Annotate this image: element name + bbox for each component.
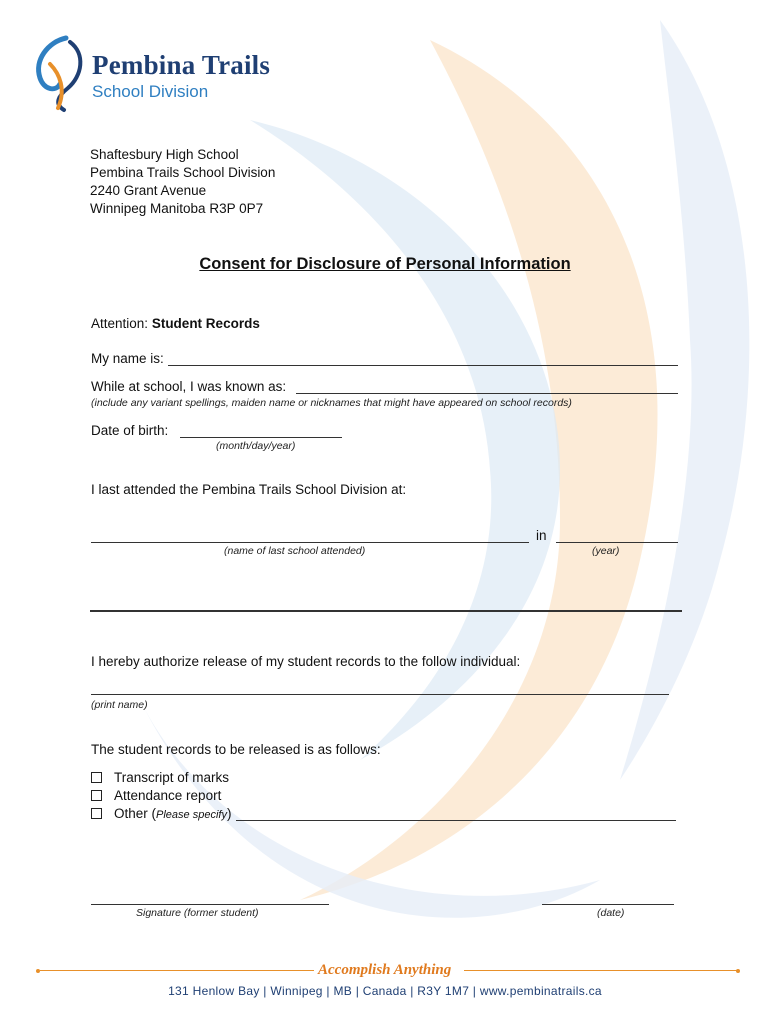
brand-name: Pembina Trails xyxy=(92,50,271,80)
date-input-line[interactable] xyxy=(542,904,674,905)
checklist-label-transcript: Transcript of marks xyxy=(114,770,230,785)
known-as-note: (include any variant spellings, maiden name or nicknames that might have appeared on school records) xyxy=(91,397,572,409)
date-note: (date) xyxy=(597,907,625,919)
dob-label: Date of birth: xyxy=(91,423,169,438)
checklist-label-other: Other ( xyxy=(114,806,157,821)
checkbox-other[interactable] xyxy=(91,808,102,819)
document-title: Consent for Disclosure of Personal Information xyxy=(199,255,571,273)
signature-input-line[interactable] xyxy=(91,904,329,905)
address-line-school: Shaftesbury High School xyxy=(90,147,239,162)
dob-note: (month/day/year) xyxy=(216,440,296,452)
footer-tagline: Accomplish Anything xyxy=(318,962,452,978)
school-input-line[interactable] xyxy=(91,542,529,543)
checklist-label-attendance: Attendance report xyxy=(114,788,222,803)
known-as-label: While at school, I was known as: xyxy=(91,379,287,394)
year-input-line[interactable] xyxy=(556,542,678,543)
in-label: in xyxy=(536,528,547,543)
footer-right-dot xyxy=(736,969,740,973)
name-label: My name is: xyxy=(91,351,164,366)
dob-input-line[interactable] xyxy=(180,437,342,438)
authorize-text: I hereby authorize release of my student records to the follow individual: xyxy=(91,654,521,669)
records-text: The student records to be released is as follows: xyxy=(91,742,381,757)
address-line-division: Pembina Trails School Division xyxy=(90,165,276,180)
print-name-input-line[interactable] xyxy=(91,694,669,695)
known-as-input-line[interactable] xyxy=(296,393,678,394)
other-specify-input-line[interactable] xyxy=(236,820,676,821)
name-input-line[interactable] xyxy=(168,365,678,366)
school-note: (name of last school attended) xyxy=(224,545,366,557)
print-name-note: (print name) xyxy=(91,699,148,711)
address-line-city: Winnipeg Manitoba R3P 0P7 xyxy=(90,201,264,216)
checklist-item-attendance[interactable] xyxy=(91,788,221,803)
pembina-trails-logo-icon xyxy=(30,34,86,114)
footer-right-line xyxy=(464,970,738,971)
attention-line xyxy=(91,316,260,331)
attention-value: Student Records xyxy=(151,316,260,331)
checklist-other-note: Please specify xyxy=(156,809,227,821)
footer-address: 131 Henlow Bay | Winnipeg | MB | Canada | R3Y 1M7 | www.pembinatrails.ca xyxy=(168,984,602,998)
checklist-item-transcript[interactable] xyxy=(91,770,229,785)
checkbox-attendance[interactable] xyxy=(91,790,102,801)
attention-label: Attention: xyxy=(91,316,149,331)
year-note: (year) xyxy=(592,545,620,557)
section-divider xyxy=(90,610,682,612)
address-line-street: 2240 Grant Avenue xyxy=(90,183,207,198)
last-attended-text: I last attended the Pembina Trails School Division at: xyxy=(91,482,407,497)
footer-left-line xyxy=(40,970,314,971)
checklist-item-other[interactable] xyxy=(91,806,231,821)
signature-note: Signature (former student) xyxy=(136,907,259,919)
brand-subtitle: School Division xyxy=(92,82,209,101)
checklist-other-close: ) xyxy=(226,806,232,821)
checkbox-transcript[interactable] xyxy=(91,772,102,783)
